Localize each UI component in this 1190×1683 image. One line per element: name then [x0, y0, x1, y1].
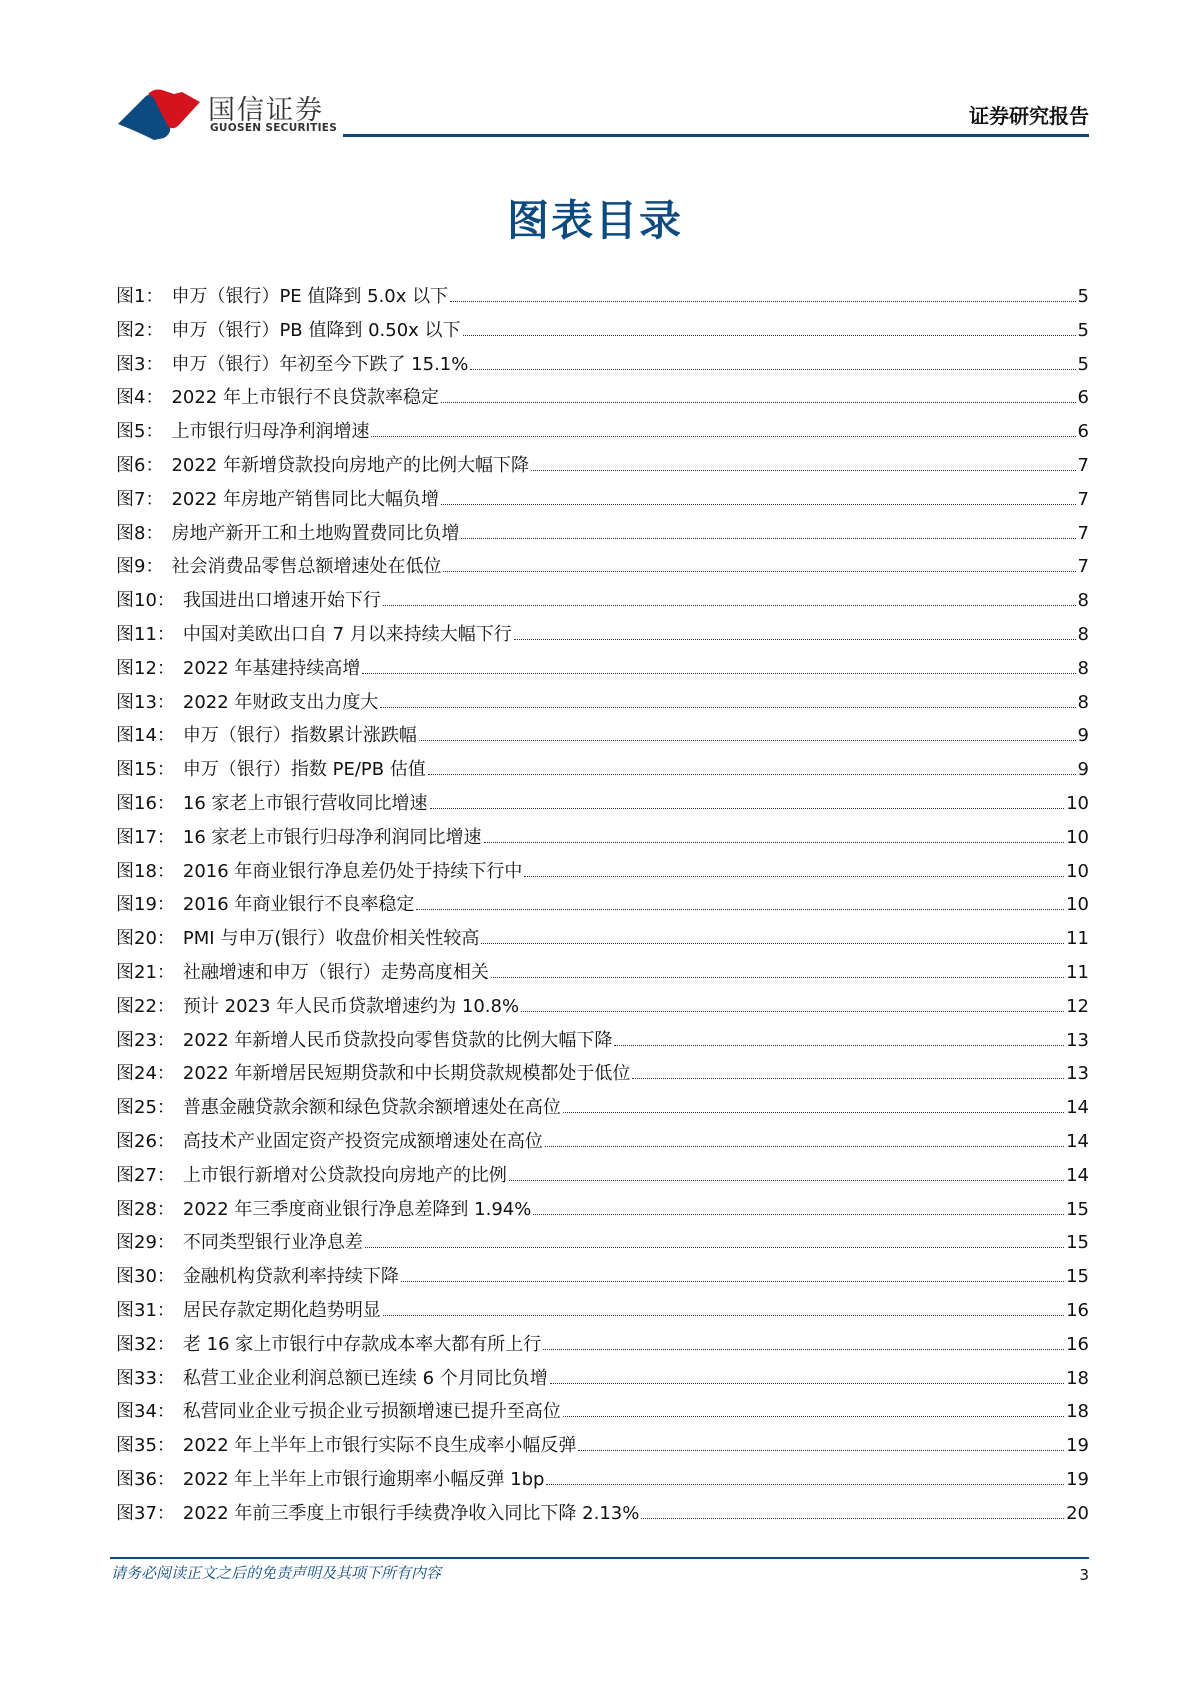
toc-entry[interactable] [116, 1499, 1089, 1533]
toc-entry-label: 2022 年上半年上市银行实际不良生成率小幅反弹 [182, 1435, 577, 1457]
toc-figure-number: 图16： [116, 792, 175, 814]
toc-leader-dots [441, 504, 1076, 505]
toc-leader-dots [614, 1045, 1064, 1046]
toc-figure-number: 图27： [116, 1164, 175, 1186]
toc-leader-dots [545, 1146, 1064, 1147]
toc-figure-number: 图17： [116, 826, 175, 848]
toc-leader-dots [441, 402, 1076, 403]
toc-figure-number: 图32： [116, 1333, 175, 1355]
toc-entry-label: 预计 2023 年人民币贷款增速约为 10.8% [182, 995, 520, 1017]
toc-entry[interactable] [116, 789, 1089, 823]
toc-entry[interactable] [116, 1431, 1089, 1465]
toc-entry[interactable] [116, 350, 1089, 384]
toc-entry[interactable] [116, 519, 1089, 553]
toc-entry-label: 2022 年新增贷款投向房地产的比例大幅下降 [171, 454, 529, 476]
toc-entry-label: 普惠金融贷款余额和绿色贷款余额增速处在高位 [182, 1097, 561, 1119]
toc-entry[interactable] [116, 823, 1089, 857]
toc-entry[interactable] [116, 721, 1089, 755]
toc-entry-label: 私营工业企业利润总额已连续 6 个月同比负增 [182, 1367, 548, 1389]
toc-entry[interactable] [116, 620, 1089, 654]
toc-entry-label: 16 家老上市银行归母净利润同比增速 [182, 826, 482, 848]
toc-figure-number: 图12： [116, 657, 175, 679]
toc-page-number: 7 [1077, 522, 1089, 544]
toc-figure-number: 图2： [116, 319, 164, 341]
toc-entry-label: 社融增速和申万（银行）走势高度相关 [182, 961, 489, 983]
toc-leader-dots [578, 1450, 1064, 1451]
toc-figure-number: 图14： [116, 725, 175, 747]
toc-leader-dots [524, 876, 1064, 877]
toc-entry-label: 上市银行新增对公贷款投向房地产的比例 [182, 1164, 507, 1186]
toc-entry-label: 2022 年上半年上市银行逾期率小幅反弹 1bp [182, 1468, 545, 1490]
toc-entry-label: 社会消费品零售总额增速处在低位 [171, 556, 442, 578]
toc-page-number: 8 [1077, 623, 1089, 645]
toc-page-number: 9 [1077, 759, 1089, 781]
page-number: 3 [1079, 1566, 1089, 1584]
toc-leader-dots [383, 1315, 1064, 1316]
toc-page-number: 11 [1066, 961, 1089, 983]
toc-page-number: 11 [1066, 928, 1089, 950]
toc-leader-dots [521, 1011, 1064, 1012]
toc-leader-dots [563, 1112, 1064, 1113]
toc-leader-dots [380, 707, 1075, 708]
toc-page-number: 15 [1066, 1232, 1089, 1254]
toc-leader-dots [563, 1416, 1064, 1417]
toc-entry[interactable] [116, 654, 1089, 688]
toc-entry[interactable] [116, 924, 1089, 958]
toc-page-number: 8 [1077, 590, 1089, 612]
toc-figure-number: 图21： [116, 961, 175, 983]
toc-entry-label: 老 16 家上市银行中存款成本率大都有所上行 [182, 1333, 542, 1355]
toc-entry[interactable] [116, 383, 1089, 417]
toc-entry[interactable] [116, 1262, 1089, 1296]
toc-leader-dots [533, 1214, 1064, 1215]
toc-leader-dots [550, 1383, 1064, 1384]
toc-figure-number: 图18： [116, 860, 175, 882]
toc-entry-label: 申万（银行）指数 PE/PB 估值 [182, 759, 426, 781]
toc-entry[interactable] [116, 1093, 1089, 1127]
toc-entry-label: 不同类型银行业净息差 [182, 1232, 363, 1254]
toc-entry[interactable] [116, 586, 1089, 620]
toc-figure-number: 图13： [116, 691, 175, 713]
toc-page-number: 5 [1077, 319, 1089, 341]
toc-figure-number: 图31： [116, 1299, 175, 1321]
toc-entry[interactable] [116, 451, 1089, 485]
brand-name-en: GUOSEN SECURITIES [210, 122, 338, 134]
toc-page-number: 14 [1066, 1164, 1089, 1186]
toc-entry-label: 16 家老上市银行营收同比增速 [182, 792, 428, 814]
toc-figure-number: 图23： [116, 1029, 175, 1051]
toc-figure-number: 图25： [116, 1097, 175, 1119]
toc-leader-dots [362, 673, 1075, 674]
toc-figure-number: 图19： [116, 894, 175, 916]
toc-leader-dots [419, 740, 1076, 741]
toc-entry[interactable] [116, 688, 1089, 722]
guosen-logo-icon [116, 86, 206, 140]
toc-leader-dots [470, 369, 1075, 370]
toc-figure-number: 图3： [116, 353, 164, 375]
toc-entry-label: PMI 与申万(银行）收盘价相关性较高 [182, 928, 480, 950]
toc-leader-dots [481, 943, 1064, 944]
toc-leader-dots [401, 1281, 1064, 1282]
toc-page-number: 18 [1066, 1401, 1089, 1423]
toc-figure-number: 图24： [116, 1063, 175, 1085]
toc-leader-dots [509, 1180, 1064, 1181]
toc-entry[interactable] [116, 1161, 1089, 1195]
toc-page-number: 10 [1066, 894, 1089, 916]
toc-figure-number: 图30： [116, 1266, 175, 1288]
toc-figure-number: 图4： [116, 387, 164, 409]
toc-page-number: 7 [1077, 556, 1089, 578]
toc-entry-label: 私营同业企业亏损企业亏损额增速已提升至高位 [182, 1401, 561, 1423]
toc-entry[interactable] [116, 857, 1089, 891]
toc-entry[interactable] [116, 316, 1089, 350]
toc-page-number: 5 [1077, 353, 1089, 375]
toc-entry-label: 上市银行归母净利润增速 [171, 421, 370, 443]
header-divider [343, 134, 1089, 137]
toc-entry-label: 申万（银行）指数累计涨跌幅 [182, 725, 417, 747]
toc-entry-label: 申万（银行）PB 值降到 0.50x 以下 [171, 319, 461, 341]
toc-entry[interactable] [116, 282, 1089, 316]
toc-entry-label: 我国进出口增速开始下行 [182, 590, 381, 612]
toc-leader-dots [383, 605, 1076, 606]
toc-figure-number: 图33： [116, 1367, 175, 1389]
toc-leader-dots [461, 538, 1075, 539]
toc-leader-dots [514, 639, 1076, 640]
toc-entry-label: 2022 年前三季度上市银行手续费净收入同比下降 2.13% [182, 1502, 640, 1524]
footer-disclaimer: 请务必阅读正文之后的免责声明及其项下所有内容 [111, 1564, 442, 1582]
toc-page-number: 20 [1066, 1502, 1089, 1524]
toc-leader-dots [531, 470, 1076, 471]
toc-figure-number: 图8： [116, 522, 164, 544]
toc-leader-dots [641, 1518, 1064, 1519]
toc-page-number: 19 [1066, 1435, 1089, 1457]
toc-figure-number: 图9： [116, 556, 164, 578]
toc-entry[interactable] [116, 1127, 1089, 1161]
toc-leader-dots [416, 909, 1064, 910]
toc-page-number: 6 [1077, 387, 1089, 409]
page-title: 图表目录 [506, 196, 683, 245]
toc-figure-number: 图36： [116, 1468, 175, 1490]
toc-entry[interactable] [116, 958, 1089, 992]
toc-leader-dots [371, 436, 1075, 437]
toc-entry[interactable] [116, 992, 1089, 1026]
toc-entry[interactable] [116, 417, 1089, 451]
toc-page-number: 13 [1066, 1029, 1089, 1051]
toc-entry[interactable] [116, 1330, 1089, 1364]
toc-entry[interactable] [116, 1296, 1089, 1330]
toc-entry-label: 2016 年商业银行净息差仍处于持续下行中 [182, 860, 523, 882]
toc-page-number: 13 [1066, 1063, 1089, 1085]
toc-page-number: 6 [1077, 421, 1089, 443]
toc-figure-number: 图6： [116, 454, 164, 476]
toc-entry[interactable] [116, 755, 1089, 789]
toc-leader-dots [365, 1247, 1064, 1248]
toc-page-number: 10 [1066, 860, 1089, 882]
toc-figure-number: 图37： [116, 1502, 175, 1524]
toc-figure-number: 图22： [116, 995, 175, 1017]
toc-entry[interactable] [116, 1228, 1089, 1262]
toc-figure-number: 图35： [116, 1435, 175, 1457]
toc-entry[interactable] [116, 1026, 1089, 1060]
toc-entry-label: 2016 年商业银行不良率稳定 [182, 894, 415, 916]
toc-leader-dots [430, 808, 1065, 809]
toc-entry-label: 申万（银行）年初至今下跌了 15.1% [171, 353, 469, 375]
toc-page-number: 8 [1077, 657, 1089, 679]
toc-figure-number: 图10： [116, 590, 175, 612]
toc-page-number: 16 [1066, 1299, 1089, 1321]
toc-page-number: 7 [1077, 454, 1089, 476]
toc-leader-dots [484, 842, 1065, 843]
toc-entry-label: 2022 年财政支出力度大 [182, 691, 379, 713]
toc-leader-dots [491, 977, 1064, 978]
toc-leader-dots [428, 774, 1076, 775]
toc-figure-number: 图15： [116, 759, 175, 781]
toc-leader-dots [463, 335, 1076, 336]
toc-figure-number: 图7： [116, 488, 164, 510]
toc-page-number: 5 [1077, 286, 1089, 307]
toc-entry-label: 2022 年房地产销售同比大幅负增 [171, 488, 439, 510]
toc-entry[interactable] [116, 1059, 1089, 1093]
toc-page-number: 10 [1066, 792, 1089, 814]
toc-entry-label: 高技术产业固定资产投资完成额增速处在高位 [182, 1130, 543, 1152]
toc-figure-number: 图26： [116, 1130, 175, 1152]
toc-entry[interactable] [116, 1364, 1089, 1398]
figure-toc [116, 282, 1089, 1532]
toc-figure-number: 图29： [116, 1232, 175, 1254]
toc-page-number: 10 [1066, 826, 1089, 848]
toc-entry-label: 申万（银行）PE 值降到 5.0x 以下 [171, 286, 449, 307]
toc-entry-label: 2022 年上市银行不良贷款率稳定 [171, 387, 439, 409]
toc-entry[interactable] [116, 1465, 1089, 1499]
toc-entry[interactable] [116, 485, 1089, 519]
toc-page-number: 7 [1077, 488, 1089, 510]
toc-page-number: 15 [1066, 1198, 1089, 1220]
toc-entry-label: 2022 年基建持续高增 [182, 657, 361, 679]
toc-entry-label: 2022 年新增人民币贷款投向零售贷款的比例大幅下降 [182, 1029, 613, 1051]
toc-leader-dots [632, 1078, 1064, 1079]
toc-entry-label: 房地产新开工和土地购置费同比负增 [171, 522, 460, 544]
toc-page-number: 15 [1066, 1266, 1089, 1288]
toc-entry-label: 中国对美欧出口自 7 月以来持续大幅下行 [182, 623, 512, 645]
report-type: 证券研究报告 [969, 104, 1089, 128]
toc-figure-number: 图28： [116, 1198, 175, 1220]
toc-page-number: 14 [1066, 1097, 1089, 1119]
toc-figure-number: 图1： [116, 286, 164, 307]
toc-figure-number: 图20： [116, 928, 175, 950]
toc-figure-number: 图5： [116, 421, 164, 443]
toc-entry-label: 2022 年三季度商业银行净息差降到 1.94% [182, 1198, 532, 1220]
toc-page-number: 18 [1066, 1367, 1089, 1389]
toc-entry-label: 居民存款定期化趋势明显 [182, 1299, 381, 1321]
toc-leader-dots [543, 1349, 1064, 1350]
toc-entry[interactable] [116, 890, 1089, 924]
toc-leader-dots [443, 571, 1075, 572]
toc-entry-label: 2022 年新增居民短期贷款和中长期贷款规模都处于低位 [182, 1063, 631, 1085]
toc-figure-number: 图11： [116, 623, 175, 645]
toc-leader-dots [546, 1484, 1064, 1485]
toc-leader-dots [450, 301, 1075, 302]
toc-page-number: 9 [1077, 725, 1089, 747]
toc-page-number: 14 [1066, 1130, 1089, 1152]
toc-figure-number: 图34： [116, 1401, 175, 1423]
toc-page-number: 16 [1066, 1333, 1089, 1355]
toc-entry[interactable] [116, 1195, 1089, 1229]
toc-entry-label: 金融机构贷款利率持续下降 [182, 1266, 399, 1288]
toc-page-number: 8 [1077, 691, 1089, 713]
toc-page-number: 12 [1066, 995, 1089, 1017]
footer-divider [110, 1557, 1089, 1559]
toc-entry[interactable] [116, 1397, 1089, 1431]
toc-page-number: 19 [1066, 1468, 1089, 1490]
brand-name-cn: 国信证券 [208, 95, 324, 126]
toc-entry[interactable] [116, 552, 1089, 586]
